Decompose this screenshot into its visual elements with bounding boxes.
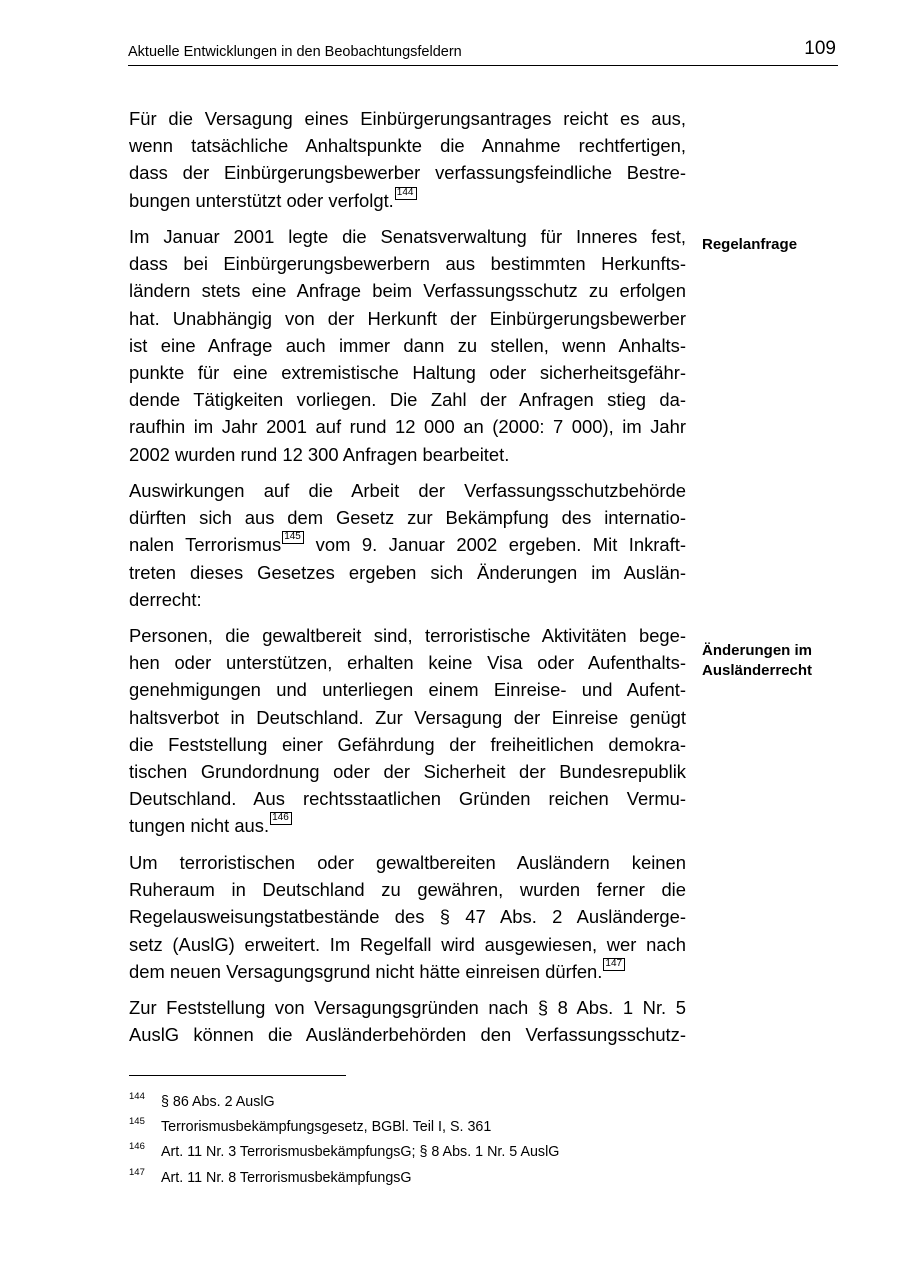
text-line: haltsverbot in Deutschland. Zur Versagung der Einreise genügt [129,706,686,728]
footnote-number: 144 [129,1091,145,1102]
running-head-title: Aktuelle Entwicklungen in den Beobachtungsfeldern [128,44,462,60]
footnote-ref-147[interactable]: 147 [603,958,625,971]
footnote-text: § 86 Abs. 2 AuslG [161,1094,275,1110]
text-line: die Feststellung einer Gefährdung der freiheitlichen demokra- [129,733,686,755]
margin-note-line: Änderungen im [702,642,813,659]
paragraph-4 [129,622,686,840]
footnote-ref-145[interactable]: 145 [282,531,304,544]
text-line: dass der Einbürgerungsbewerber verfassungsfeindliche Bestre- [129,162,686,184]
text-line: hen oder unterstützen, erhalten keine Visa oder Aufenthalts- [129,652,686,674]
footnote-text: Art. 11 Nr. 8 TerrorismusbekämpfungsG [161,1170,412,1186]
text-fragment: tungen nicht aus. [129,815,270,837]
text-fragment: nalen Terrorismus [129,534,282,556]
text-line: dass bei Einbürgerungsbewerbern aus bestimmten Herkunfts- [129,253,686,275]
text-line: setz (AuslG) erweitert. Im Regelfall wird ausgewiesen, wer nach [129,933,686,955]
text-line: Um terroristischen oder gewaltbereiten Ausländern keinen [129,852,686,873]
text-line: genehmigungen und unterliegen einem Einreise- und Aufent- [129,679,686,701]
text-line: 2002 wurden rund 12 300 Anfragen bearbeitet. [129,443,510,465]
text-line: Ruheraum in Deutschland zu gewähren, wurden ferner die [129,879,686,901]
paragraph-2 [129,223,686,468]
text-line: Im Januar 2001 legte die Senatsverwaltung für Inneres fest, [129,226,686,247]
footnote-text: Art. 11 Nr. 3 TerrorismusbekämpfungsG; § 8 Abs. 1 Nr. 5 AuslG [161,1144,560,1160]
text-line: wenn tatsächliche Anhaltspunkte die Annahme rechtfertigen, [129,135,686,157]
text-line [129,187,686,214]
text-line [129,958,686,985]
footnote-number: 147 [129,1167,145,1178]
text-line: Deutschland. Aus rechtsstaatlichen Gründen reichen Vermu- [129,788,686,810]
text-fragment: bungen unterstützt oder verfolgt. [129,189,394,211]
footnote-ref-146[interactable]: 146 [270,812,292,825]
text-fragment: vom 9. Januar 2002 ergeben. Mit Inkraft- [315,534,686,556]
footnote-number: 145 [129,1116,145,1127]
text-line: hat. Unabhängig von der Herkunft der Einbürgerungsbewerber [129,307,686,329]
footnote-text: Terrorismusbekämpfungsgesetz, BGBl. Teil I, S. 361 [161,1119,492,1135]
running-head [128,40,838,66]
text-line: Zur Feststellung von Versagungsgründen nach § 8 Abs. 1 Nr. 5 [129,997,686,1018]
footnote-separator [129,1075,346,1076]
margin-note-aenderungen [702,641,852,681]
text-line: dende Tätigkeiten vorliegen. Die Zahl der Anfragen stieg da- [129,389,686,411]
text-line [129,812,686,839]
text-line: Auswirkungen auf die Arbeit der Verfassungsschutzbehörde [129,480,686,501]
paragraph-3 [129,477,686,613]
text-line [129,531,686,558]
text-line: AuslG können die Ausländerbehörden den Verfassungsschutz- [129,1024,686,1046]
text-line: treten dieses Gesetzes ergeben sich Änderungen im Auslän- [129,561,686,583]
text-line: Regelausweisungstatbestände des § 47 Abs. 2 Ausländerge- [129,906,686,928]
text-line: Für die Versagung eines Einbürgerungsantrages reicht es aus, [129,108,686,129]
text-line: tischen Grundordnung oder der Sicherheit der Bundesrepublik [129,761,686,783]
text-line: dürften sich aus dem Gesetz zur Bekämpfung des internatio- [129,507,686,529]
text-line: punkte für eine extremistische Haltung oder sicherheitsgefähr- [129,362,686,384]
page-number: 109 [804,38,836,59]
paragraph-5 [129,849,686,985]
text-fragment: dem neuen Versagungsgrund nicht hätte einreisen dürfen. [129,960,603,982]
paragraph-1 [129,105,686,214]
text-line: ländern stets eine Anfrage beim Verfassungsschutz zu erfolgen [129,280,686,302]
text-line: Personen, die gewaltbereit sind, terroristische Aktivitäten bege- [129,625,686,646]
text-line: derrecht: [129,588,202,610]
paragraph-6 [129,994,686,1048]
margin-note-line: Ausländerrecht [702,662,813,679]
footnote-number: 146 [129,1141,145,1152]
footnote-ref-144[interactable]: 144 [395,187,417,200]
margin-note-regelanfrage: Regelanfrage [702,236,798,253]
text-line: raufhin im Jahr 2001 auf rund 12 000 an (2000: 7 000), im Jahr [129,416,686,438]
text-line: ist eine Anfrage auch immer dann zu stellen, wenn Anhalts- [129,334,686,356]
